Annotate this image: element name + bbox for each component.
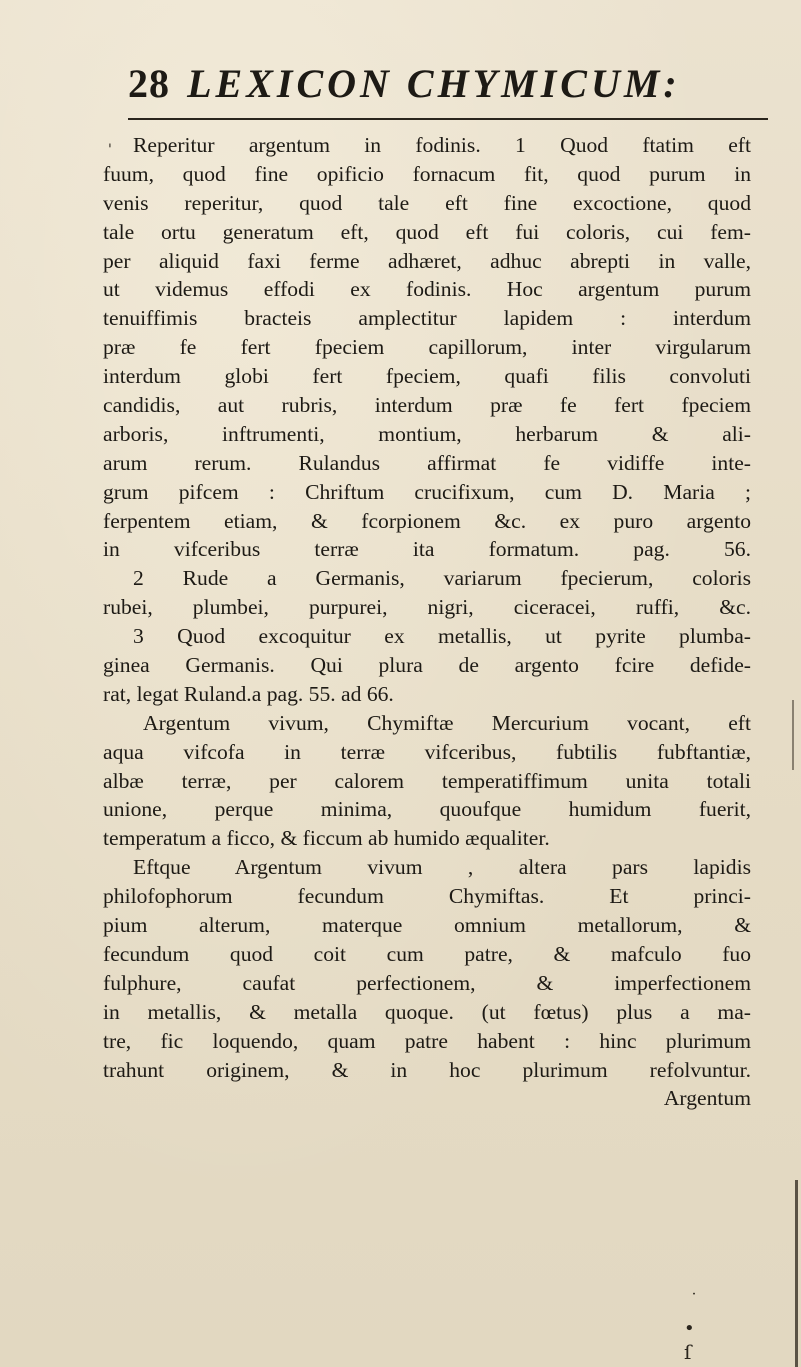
text-line: tre, fic loquendo, quam patre habent : hinc plurimum	[103, 1028, 751, 1053]
text-line: fecundum quod coit cum patre, & mafculo fuo	[103, 941, 751, 966]
margin-bleed-mark	[795, 1180, 798, 1367]
text-line: ut videmus effodi ex fodinis. Hoc argentum purum	[103, 277, 751, 302]
text-line: candidis, aut rubris, interdum præ fe fert fpeciem	[103, 393, 751, 418]
text-line: per aliquid faxi ferme adhæret, adhuc abrepti in valle,	[103, 248, 751, 273]
text-line: 2 Rude a Germanis, variarum fpecierum, coloris	[133, 566, 751, 591]
text-line: pium alterum, materque omnium metallorum, &	[103, 913, 751, 938]
text-line: Reperitur argentum in fodinis. 1 Quod ftatim eft	[133, 133, 751, 157]
text-line: præ fe fert fpeciem capillorum, inter virgularum	[103, 335, 751, 360]
text-line: temperatum a ficco, & ficcum ab humido æqualiter.	[103, 826, 550, 851]
ink-speck: ſ	[684, 1340, 692, 1364]
text-line: in vifceribus terræ ita formatum. pag. 56.	[103, 537, 751, 562]
text-line: unione, perque minima, quoufque humidum fuerit,	[103, 797, 751, 822]
text-line: in metallis, & metalla quoque. (ut fœtus) plus a ma-	[103, 999, 751, 1024]
text-line: ferpentem etiam, & fcorpionem &c. ex puro argento	[103, 508, 751, 533]
text-line: arum rerum. Rulandus affirmat fe vidiffe inte-	[103, 450, 751, 475]
margin-bleed-mark	[792, 700, 794, 770]
text-line: arboris, inftrumenti, montium, herbarum & ali-	[103, 421, 751, 446]
text-line: Eftque Argentum vivum , altera pars lapidis	[133, 855, 751, 880]
text-line: philofophorum fecundum Chymiftas. Et princi-	[103, 884, 751, 909]
text-line: ginea Germanis. Qui plura de argento fcire defide-	[103, 653, 751, 678]
text-line: tenuiffimis bracteis amplectitur lapidem : interdum	[103, 306, 751, 331]
text-line: albæ terræ, per calorem temperatiffimum unita totali	[103, 768, 751, 793]
text-line: grum pifcem : Chriftum crucifixum, cum D. Maria ;	[103, 479, 751, 504]
text-line: aqua vifcofa in terræ vifceribus, fubtilis fubftantiæ,	[103, 739, 751, 764]
text-line: rat, legat Ruland.a pag. 55. ad 66.	[103, 681, 394, 706]
text-line: rubei, plumbei, purpurei, nigri, ciceracei, ruffi, &c.	[103, 595, 751, 620]
page-number: 28	[128, 61, 170, 106]
running-title: LEXICON CHYMICUM:	[187, 61, 681, 106]
header-rule	[128, 118, 768, 120]
text-line: 3 Quod excoquitur ex metallis, ut pyrite plumba-	[133, 624, 751, 649]
catchword: Argentum	[663, 1086, 751, 1111]
page-header	[128, 60, 768, 120]
text-line: Argentum vivum, Chymiftæ Mercurium vocant, eft	[143, 710, 751, 735]
ink-speck: '	[108, 142, 112, 158]
text-line: tale ortu generatum eft, quod eft fui coloris, cui fem-	[103, 219, 751, 244]
ink-speck: •	[684, 1318, 695, 1339]
text-line: fuum, quod fine opificio fornacum fit, quod purum in	[103, 161, 751, 186]
ink-speck: ˙	[690, 1290, 698, 1309]
text-line: venis reperitur, quod tale eft fine excoctione, quod	[103, 190, 751, 215]
body-text	[103, 131, 751, 1113]
text-line: fulphure, caufat perfectionem, & imperfectionem	[103, 970, 751, 995]
text-line: trahunt originem, & in hoc plurimum refolvuntur.	[103, 1057, 751, 1082]
text-line: interdum globi fert fpeciem, quafi filis convoluti	[103, 364, 751, 389]
